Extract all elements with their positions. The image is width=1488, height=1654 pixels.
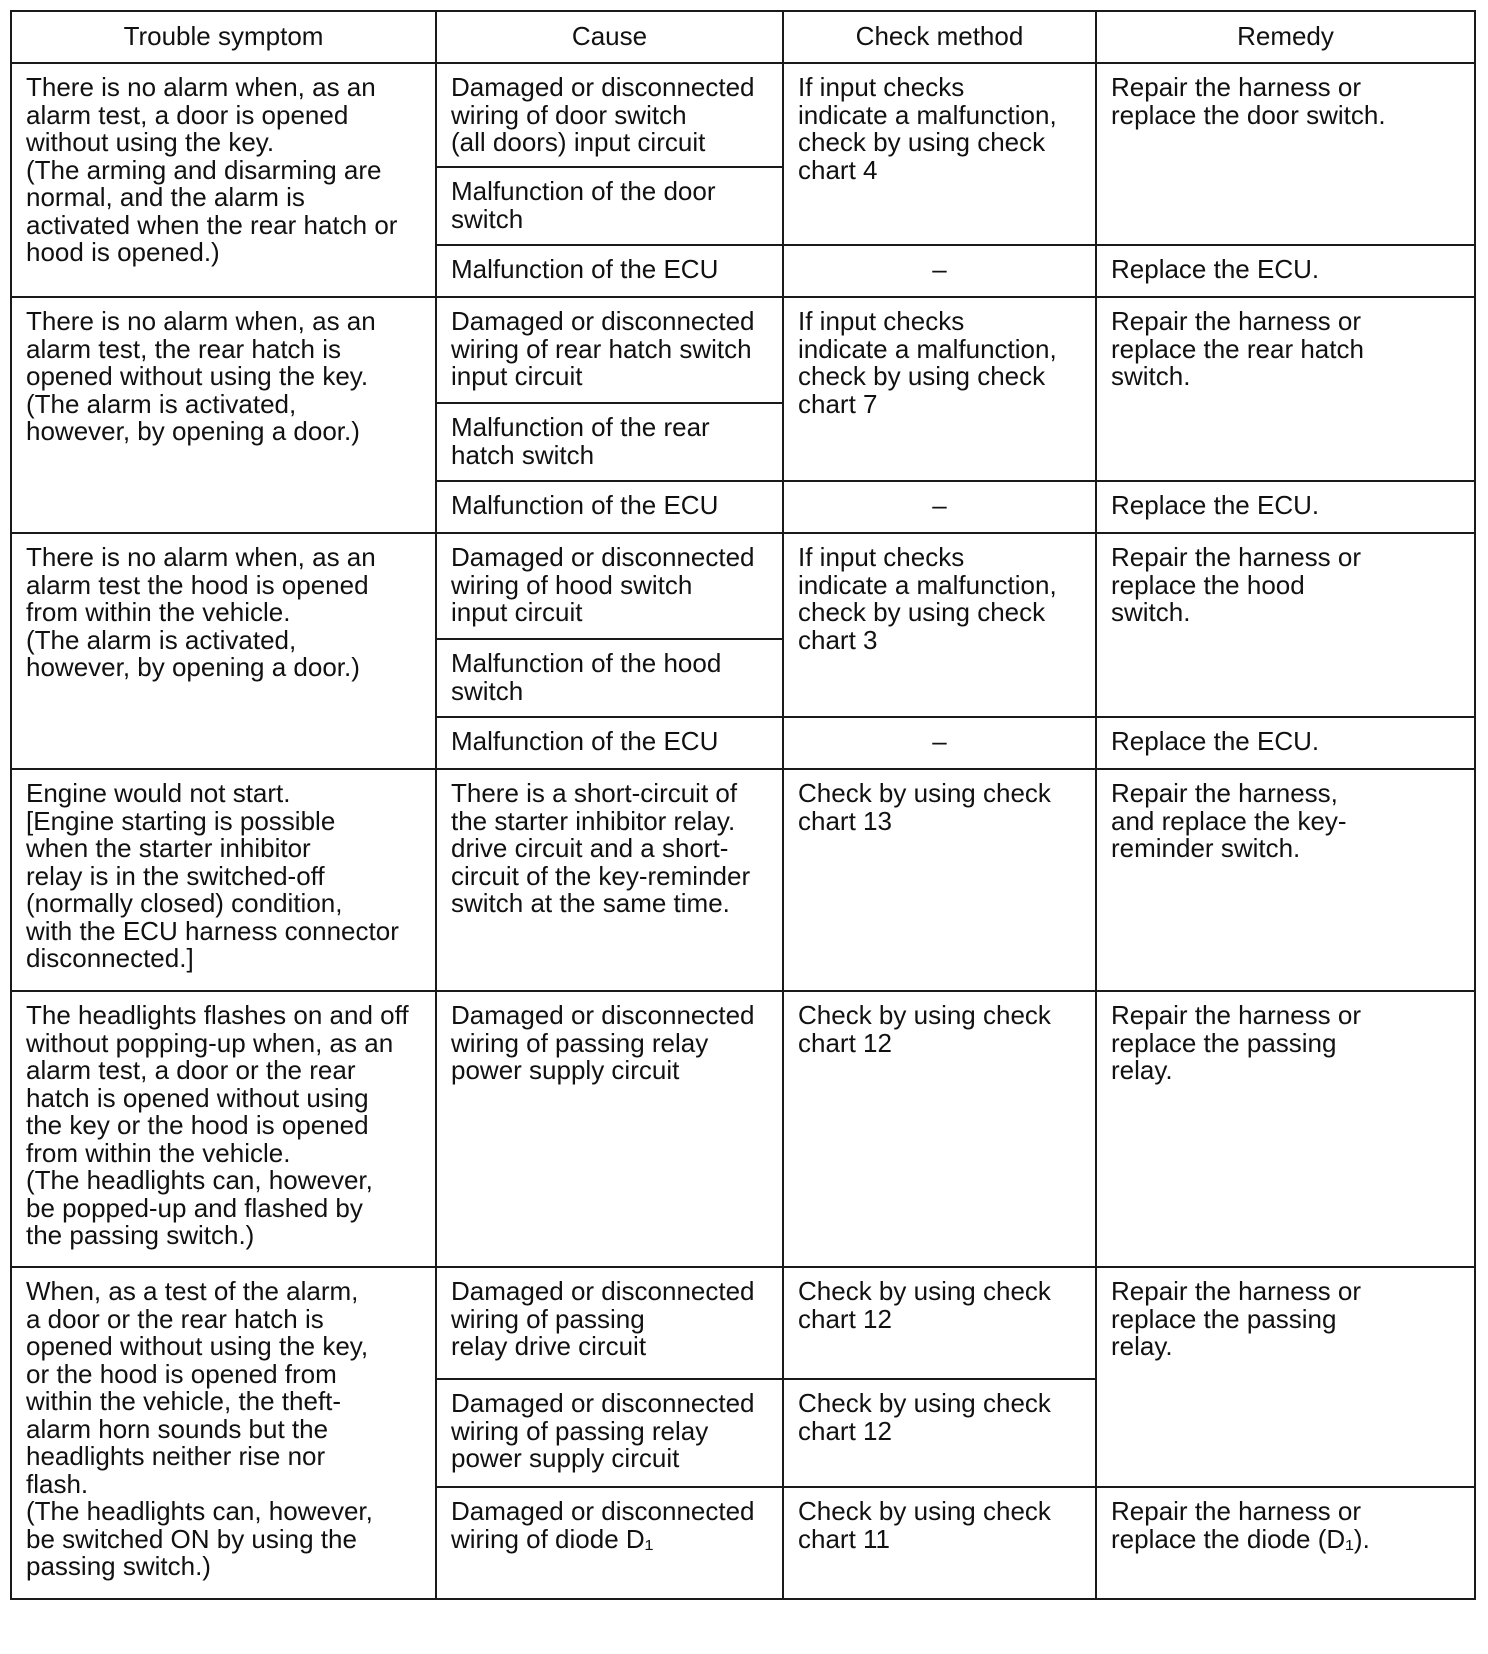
cause-cell: There is a short-circuit of the starter inhibitor relay. drive circuit and a short- circuit of the key-reminder switch at the same time. [436,769,783,991]
cause-cell: Damaged or disconnected wiring of passing relay drive circuit [436,1267,783,1379]
cause-cell: Malfunction of the ECU [436,245,783,297]
cause-cell: Malfunction of the ECU [436,481,783,533]
remedy-cell: Repair the harness or replace the hood switch. [1096,533,1475,717]
cause-cell: Damaged or disconnected wiring of door switch (all doors) input circuit [436,63,783,167]
check-cell: Check by using check chart 12 [783,1379,1096,1487]
header-remedy: Remedy [1096,11,1475,63]
table-row [11,1267,1475,1379]
symptom-cell: The headlights flashes on and off without popping-up when, as an alarm test, a door or the rear hatch is opened without using the key or the hood is opened from within the vehicle. (The headlights can, however, be popped-up and flashed by the passing switch.) [11,991,436,1267]
trouble-table [10,10,1476,1600]
symptom-cell: There is no alarm when, as an alarm test the hood is opened from within the vehicle. (The alarm is activated, however, by opening a door.) [11,533,436,769]
cause-cell: Damaged or disconnected wiring of rear hatch switch input circuit [436,297,783,403]
remedy-cell: Repair the harness or replace the passing relay. [1096,991,1475,1267]
table-row [11,769,1475,991]
cause-cell: Damaged or disconnected wiring of passing relay power supply circuit [436,991,783,1267]
symptom-cell: There is no alarm when, as an alarm test, the rear hatch is opened without using the key. (The alarm is activated, however, by opening a door.) [11,297,436,533]
check-cell: Check by using check chart 12 [783,991,1096,1267]
header-cause: Cause [436,11,783,63]
cause-cell: Damaged or disconnected wiring of hood switch input circuit [436,533,783,639]
remedy-cell: Repair the harness or replace the door switch. [1096,63,1475,245]
check-cell: – [783,245,1096,297]
remedy-cell: Repair the harness, and replace the key- reminder switch. [1096,769,1475,991]
check-cell: Check by using check chart 12 [783,1267,1096,1379]
check-cell: – [783,717,1096,769]
symptom-cell: When, as a test of the alarm, a door or the rear hatch is opened without using the key, or the hood is opened from within the vehicle, the theft- alarm horn sounds but the headlights neither rise nor flash. (The headlights can, however, be switched ON by using the passing switch.) [11,1267,436,1599]
check-cell: If input checks indicate a malfunction, check by using check chart 3 [783,533,1096,717]
header-trouble-symptom: Trouble symptom [11,11,436,63]
table-row [11,63,1475,167]
remedy-cell: Replace the ECU. [1096,717,1475,769]
remedy-cell: Replace the ECU. [1096,481,1475,533]
header-row [11,11,1475,63]
check-cell: – [783,481,1096,533]
header-check-method: Check method [783,11,1096,63]
remedy-cell: Repair the harness or replace the rear hatch switch. [1096,297,1475,481]
cause-cell: Damaged or disconnected wiring of passing relay power supply circuit [436,1379,783,1487]
table-row [11,991,1475,1267]
remedy-cell: Replace the ECU. [1096,245,1475,297]
remedy-cell: Repair the harness or replace the passing relay. [1096,1267,1475,1487]
remedy-cell: Repair the harness or replace the diode (D₁). [1096,1487,1475,1599]
cause-cell: Malfunction of the rear hatch switch [436,403,783,481]
symptom-cell: Engine would not start. [Engine starting is possible when the starter inhibitor relay is in the switched-off (normally closed) condition, with the ECU harness connector disconnected.] [11,769,436,991]
table-row [11,533,1475,639]
table-row [11,297,1475,403]
cause-cell: Damaged or disconnected wiring of diode D₁ [436,1487,783,1599]
check-cell: If input checks indicate a malfunction, check by using check chart 7 [783,297,1096,481]
check-cell: Check by using check chart 13 [783,769,1096,991]
check-cell: If input checks indicate a malfunction, check by using check chart 4 [783,63,1096,245]
check-cell: Check by using check chart 11 [783,1487,1096,1599]
symptom-cell: There is no alarm when, as an alarm test, a door is opened without using the key. (The arming and disarming are normal, and the alarm is activated when the rear hatch or hood is opened.) [11,63,436,297]
cause-cell: Malfunction of the door switch [436,167,783,245]
cause-cell: Malfunction of the ECU [436,717,783,769]
cause-cell: Malfunction of the hood switch [436,639,783,717]
